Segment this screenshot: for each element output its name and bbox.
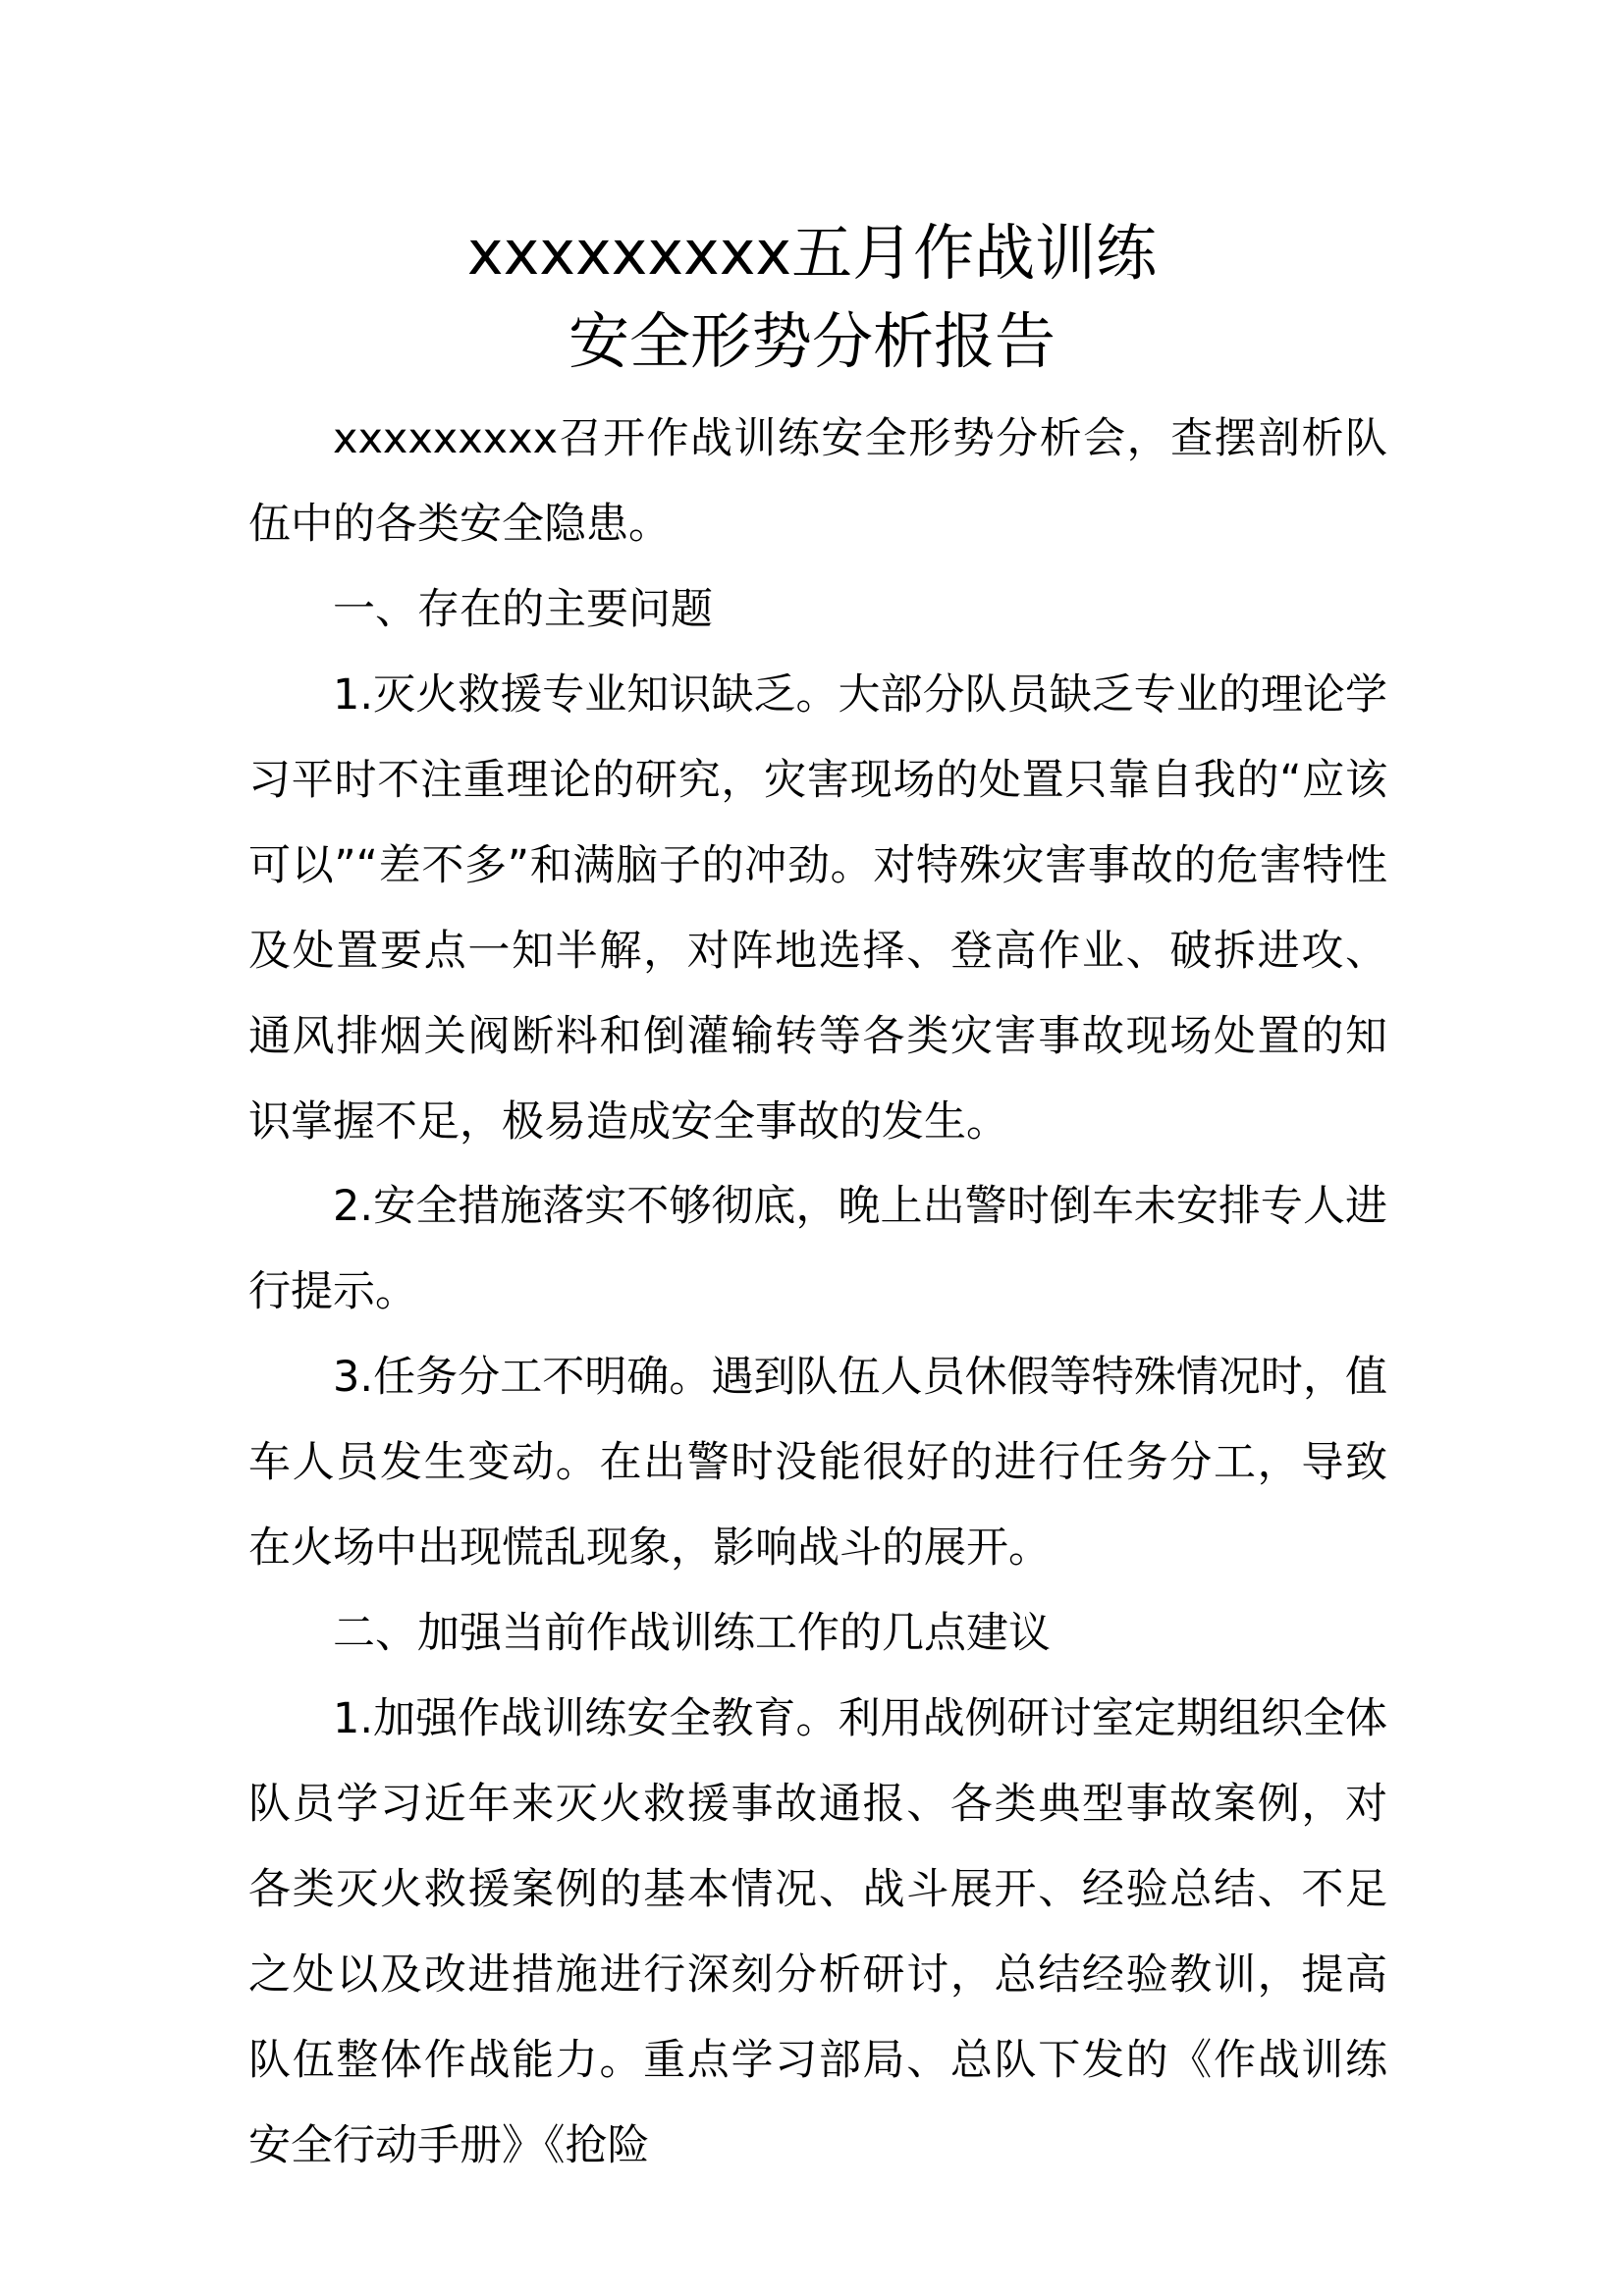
report-title-line-2: 安全形势分析报告 [568,305,1056,377]
section-heading-problems: 一、存在的主要问题 [333,585,713,634]
section-heading-suggestions: 二、加强当前作战训练工作的几点建议 [333,1609,1051,1658]
problem-item-1: 1.灭火救援专业知识缺乏。大部分队员缺乏专业的理论学习平时不注重理论的研究，灾害现场的处置只靠自我的“应该可以”“差不多”和满脑子的冲劲。对特殊灾害事故的危害特性及处置要点一知半解，对阵地选择、登高作业、破拆进攻、通风排烟关阀断料和倒灌输转等各类灾害事故现场处置的知识掌握不足，极易造成安全事故的发生。 [248,670,1387,1147]
suggestion-item-1: 1.加强作战训练安全教育。利用战例研讨室定期组织全体队员学习近年来灭火救援事故通报、各类典型事故案例，对各类灭火救援案例的基本情况、战斗展开、经验总结、不足之处以及改进措施进行深刻分析研讨，总结经验教训，提高队伍整体作战能力。重点学习部局、总队下发的《作战训练安全行动手册》《抢险 [248,1694,1387,2170]
report-title-line-1: xxxxxxxxx五月作战训练 [466,217,1158,289]
problem-item-2: 2.安全措施落实不够彻底，晚上出警时倒车未安排专人进行提示。 [248,1182,1387,1316]
problem-item-3: 3.任务分工不明确。遇到队伍人员休假等特殊情况时，值车人员发生变动。在出警时没能很好的进行任务分工，导致在火场中出现慌乱现象，影响战斗的展开。 [248,1353,1387,1573]
intro-paragraph: xxxxxxxxx召开作战训练安全形势分析会，查摆剖析队伍中的各类安全隐患。 [248,414,1387,549]
